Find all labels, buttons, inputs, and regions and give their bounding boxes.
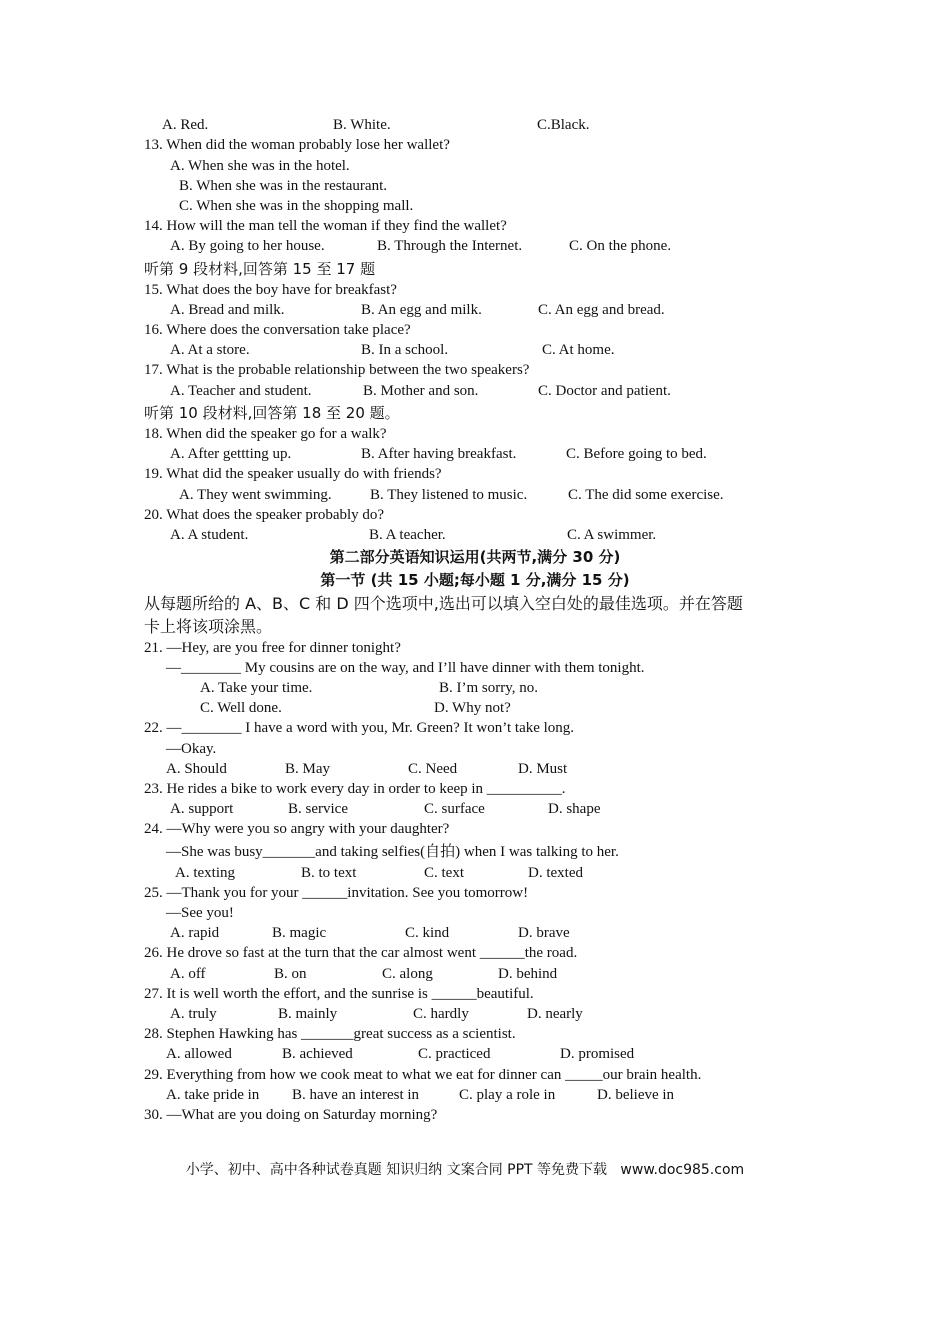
question-text: —________ My cousins are on the way, and I’ll have dinner with them tonight. (166, 660, 645, 676)
option-text: A. After gettting up. (170, 446, 292, 462)
option-text: A. texting (175, 865, 235, 881)
question-text: —She was busy_______and taking selfies(自拍) when I was talking to her. (166, 844, 619, 860)
option-text: B. mainly (278, 1006, 338, 1022)
option-text: D. Must (518, 761, 568, 777)
option-text: C. An egg and bread. (538, 302, 665, 318)
option-text: D. brave (518, 925, 570, 941)
option-text: B. White. (333, 117, 391, 133)
question-text: 23. He rides a bike to work every day in order to keep in __________. (144, 781, 566, 797)
option-text: A. By going to her house. (170, 238, 325, 254)
option-text: B. They listened to music. (370, 487, 528, 503)
option-text: B. Through the Internet. (377, 238, 523, 254)
footer (168, 1140, 745, 1178)
option-text: C. kind (405, 925, 450, 941)
section-instruction: 听第 9 段材料,回答第 15 至 17 题 (144, 260, 376, 278)
option-text: A. truly (170, 1006, 217, 1022)
option-text: C. Need (408, 761, 458, 777)
question-text: 20. What does the speaker probably do? (144, 507, 385, 523)
option-text: A. take pride in (166, 1087, 260, 1103)
option-text: C. Well done. (200, 700, 282, 716)
question-text: 27. It is well worth the effort, and the sunrise is ______beautiful. (144, 986, 534, 1002)
option-text: D. Why not? (434, 700, 511, 716)
question-text: 13. When did the woman probably lose her wallet? (144, 137, 450, 153)
question-text: 14. How will the man tell the woman if they find the wallet? (144, 218, 507, 234)
option-text: A. off (170, 966, 206, 982)
option-text: B. May (285, 761, 330, 777)
question-text: 26. He drove so fast at the turn that the car almost went ______the road. (144, 945, 578, 961)
option-text: A. At a store. (170, 342, 250, 358)
option-text: A. A student. (170, 527, 249, 543)
footer-url[interactable]: www.doc985.com (620, 1162, 745, 1178)
option-text: C. hardly (413, 1006, 469, 1022)
option-text: C.Black. (537, 117, 590, 133)
question-text: —Okay. (166, 741, 217, 757)
option-text: B. to text (301, 865, 357, 881)
option-text: D. believe in (597, 1087, 675, 1103)
option-text: D. nearly (527, 1006, 583, 1022)
question-text: 17. What is the probable relationship between the two speakers? (144, 362, 530, 378)
option-text: B. on (274, 966, 307, 982)
option-text: A. support (170, 801, 234, 817)
option-text: B. In a school. (361, 342, 449, 358)
question-text: 22. —________ I have a word with you, Mr. Green? It won’t take long. (144, 720, 575, 736)
option-text: A. When she was in the hotel. (170, 158, 350, 174)
option-text: B. service (288, 801, 348, 817)
option-text: A. Bread and milk. (170, 302, 285, 318)
option-text: B. An egg and milk. (361, 302, 482, 318)
option-text: D. shape (548, 801, 601, 817)
question-text: 25. —Thank you for your ______invitation. See you tomorrow! (144, 885, 529, 901)
option-text: B. After having breakfast. (361, 446, 517, 462)
option-text: C. On the phone. (569, 238, 672, 254)
question-text: —See you! (166, 905, 234, 921)
option-text: B. When she was in the restaurant. (179, 178, 388, 194)
question-text: 15. What does the boy have for breakfast? (144, 282, 397, 298)
option-text: C. At home. (542, 342, 615, 358)
option-text: A. allowed (166, 1046, 232, 1062)
option-text: A. Take your time. (200, 680, 313, 696)
option-text: C. play a role in (459, 1087, 556, 1103)
option-text: A. Red. (162, 117, 209, 133)
question-text: 28. Stephen Hawking has _______great success as a scientist. (144, 1026, 516, 1042)
option-text: A. Should (166, 761, 227, 777)
option-text: A. They went swimming. (179, 487, 332, 503)
option-text: C. text (424, 865, 464, 881)
question-text: 19. What did the speaker usually do with friends? (144, 466, 442, 482)
option-text: C. practiced (418, 1046, 491, 1062)
question-text: 18. When did the speaker go for a walk? (144, 426, 387, 442)
question-text: 16. Where does the conversation take place? (144, 322, 411, 338)
question-text: 30. —What are you doing on Saturday morning? (144, 1107, 438, 1123)
option-text: C. The did some exercise. (568, 487, 724, 503)
option-text: B. I’m sorry, no. (439, 680, 539, 696)
option-text: B. magic (272, 925, 327, 941)
option-text: C. Before going to bed. (566, 446, 707, 462)
section-heading: 第一节 (共 15 小题;每小题 1 分,满分 15 分) (320, 571, 630, 589)
option-text: A. Teacher and student. (170, 383, 312, 399)
part-heading: 第二部分英语知识运用(共两节,满分 30 分) (329, 548, 621, 566)
option-text: B. achieved (282, 1046, 353, 1062)
instructions-text: 从每题所给的 A、B、C 和 D 四个选项中,选出可以填入空白处的最佳选项。并在答题 (144, 594, 743, 613)
option-text: C. along (382, 966, 433, 982)
option-text: C. A swimmer. (567, 527, 657, 543)
section-instruction: 听第 10 段材料,回答第 18 至 20 题。 (144, 404, 400, 422)
question-text: 29. Everything from how we cook meat to what we eat for dinner can _____our brain health. (144, 1067, 702, 1083)
instructions-text: 卡上将该项涂黑。 (144, 617, 273, 636)
option-text: C. Doctor and patient. (538, 383, 671, 399)
question-text: 21. —Hey, are you free for dinner tonight? (144, 640, 401, 656)
option-text: B. A teacher. (369, 527, 446, 543)
option-text: D. texted (528, 865, 583, 881)
option-text: D. promised (560, 1046, 635, 1062)
option-text: D. behind (498, 966, 558, 982)
option-text: B. Mother and son. (363, 383, 479, 399)
question-text: 24. —Why were you so angry with your daughter? (144, 821, 450, 837)
option-text: C. When she was in the shopping mall. (179, 198, 414, 214)
option-text: B. have an interest in (292, 1087, 420, 1103)
option-text: C. surface (424, 801, 485, 817)
option-text: A. rapid (170, 925, 220, 941)
footer-text: 小学、初中、高中各种试卷真题 知识归纳 文案合同 PPT 等免费下载 (185, 1162, 608, 1178)
